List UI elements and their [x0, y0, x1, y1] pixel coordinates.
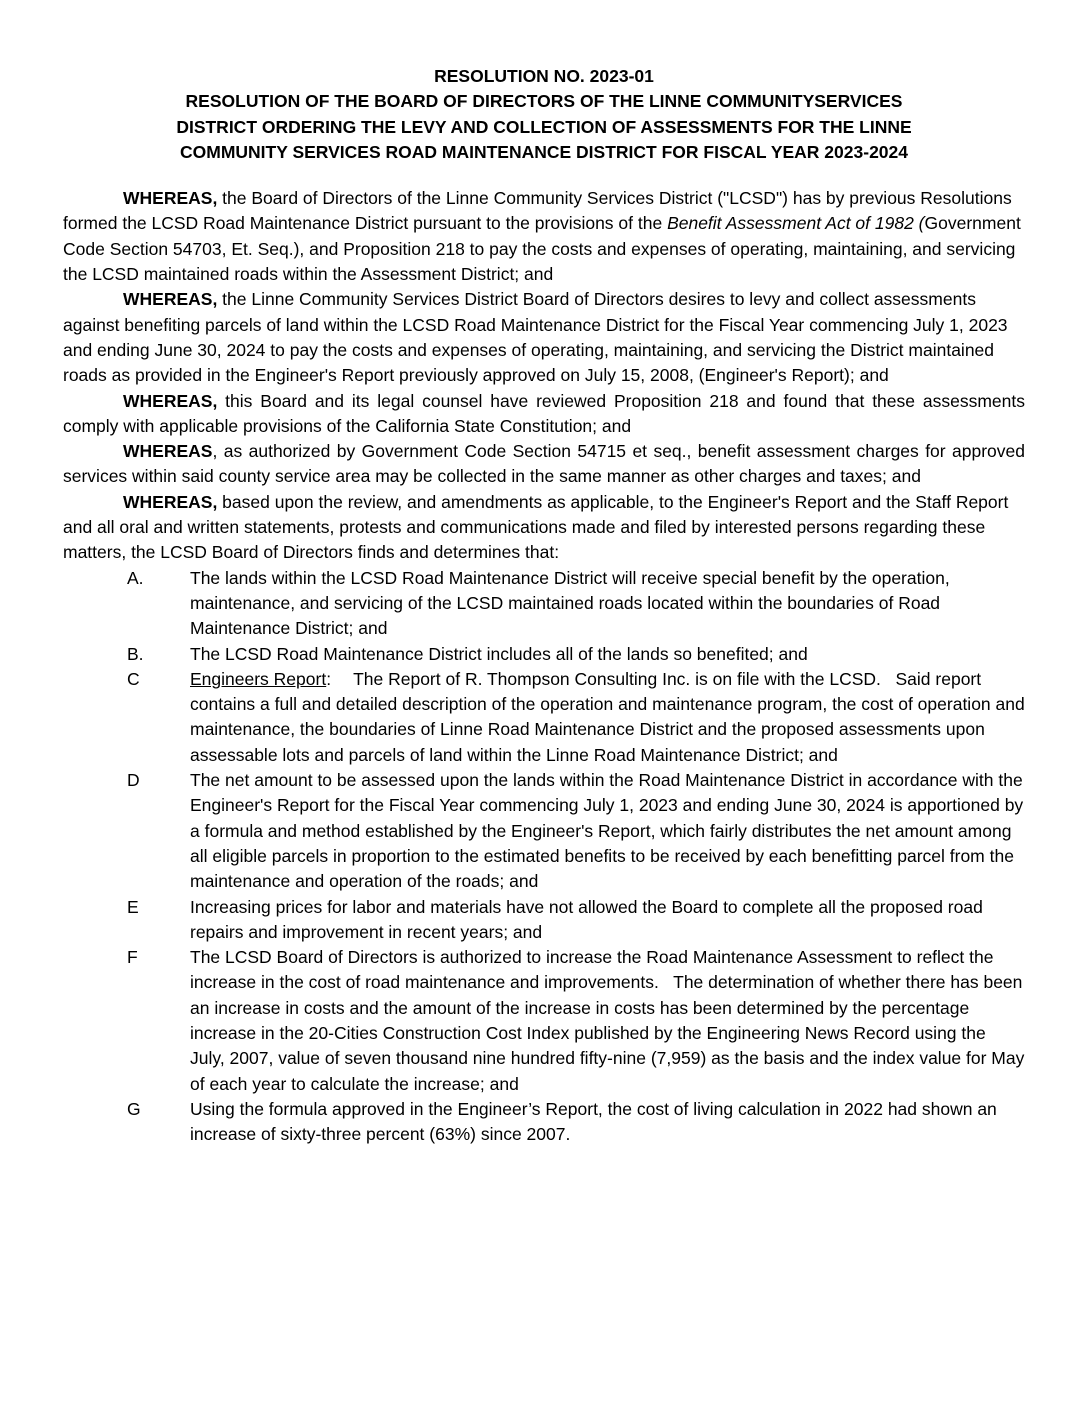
finding-item-d	[63, 768, 1029, 894]
item-label: C	[127, 668, 140, 689]
italic-act-citation: Benefit Assessment Act of 1982 (	[667, 213, 925, 234]
finding-item-f	[63, 945, 1030, 1097]
finding-item-g	[63, 1097, 1025, 1148]
whereas-lead: WHEREAS,	[123, 289, 218, 310]
paragraph-whereas-3	[63, 389, 1025, 440]
paragraph-text: based upon the review, and amendments as applicable, to the Engineer's Report and the Staff Report and all oral and written statements, protests and communications made and filed by interested persons regarding these matters, the LCSD Board of Directors finds and determines that:	[63, 491, 1009, 563]
findings-list	[63, 566, 1030, 1148]
heading-separator: :	[326, 668, 332, 689]
item-text: The Report of R. Thompson Consulting Inc. is on file with the LCSD. Said report contains a full and detailed description of the operation and maintenance program, the cost of operation and maintenance, the boundaries of Linne Road Maintenance District and the proposed assessments upon assessable lots and parcels of land within the Linne Road Maintenance District; and	[190, 668, 1030, 765]
item-text: Using the formula approved in the Engineer’s Report, the cost of living calculation in 2022 had shown an increase of sixty-three percent (63%) since 2007.	[190, 1098, 1002, 1145]
paragraph-whereas-2	[63, 287, 1025, 388]
paragraph-text: this Board and its legal counsel have reviewed Proposition 218 and found that these assessments comply with applicable provisions of the California State Constitution; and	[63, 390, 1025, 436]
finding-item-c	[63, 667, 1030, 768]
item-label: E	[127, 896, 139, 917]
paragraph-text: the Board of Directors of the Linne Community Services District ("LCSD") has by previous Resolutions formed the LCSD Road Maintenance District pursuant to the provisions of the	[63, 188, 1012, 234]
item-text: The LCSD Road Maintenance District includes all of the lands so benefited; and	[190, 643, 808, 664]
paragraph-text: the Linne Community Services District Board of Directors desires to levy and collect assessments against benefiting parcels of land within the LCSD Road Maintenance District for the Fiscal Year commencing July 1, 2023 and ending June 30, 2024 to pay the costs and expenses of operating, maintaining, and servicing the District maintained roads as provided in the Engineer's Report previously approved on July 15, 2008, (Engineer's Report); and	[63, 289, 1008, 386]
item-text: The LCSD Board of Directors is authorized to increase the Road Maintenance Assessment to reflect the increase in the cost of road maintenance and improvements. The determination of whether there has been an increase in costs and the amount of the increase in costs has been determined by the percentage increase in the 20-Cities Construction Cost Index published by the Engineering News Record using the July, 2007, value of seven thousand nine hundred fifty-nine (7,959) as the basis and the index value for May of each year to calculate the increase; and	[190, 947, 1030, 1094]
item-text: The net amount to be assessed upon the lands within the Road Maintenance District in accordance with the Engineer's Report for the Fiscal Year commencing July 1, 2023 and ending June 30, 2024 is apportioned by a formula and method established by the Engineer's Report, which fairly distributes the net amount among all eligible parcels in proportion to the estimated benefits to be received by each benefitting parcel from the maintenance and operation of the roads; and	[190, 770, 1029, 892]
item-label: B.	[127, 643, 144, 664]
item-label: F	[127, 947, 138, 968]
whereas-lead: WHEREAS	[123, 441, 213, 462]
paragraph-text: Government Code Section 54703, Et. Seq.), and Proposition 218 to pay the costs and expenses of operating, maintaining, and servicing the LCSD maintained roads within the Assessment District; and	[63, 213, 1021, 285]
item-label: D	[127, 770, 140, 791]
paragraph-whereas-4	[63, 439, 1025, 490]
item-label: A.	[127, 567, 144, 588]
title-line: DISTRICT ORDERING THE LEVY AND COLLECTION OF ASSESSMENTS FOR THE LINNE	[176, 116, 912, 137]
item-label: G	[127, 1098, 141, 1119]
item-text: The lands within the LCSD Road Maintenance District will receive special benefit by the operation, maintenance, and servicing of the LCSD maintained roads located within the boundaries of Road Maintenance District; and	[190, 567, 955, 639]
finding-item-b	[63, 642, 1025, 667]
finding-item-e	[63, 895, 1025, 946]
document-body	[63, 186, 1030, 1147]
paragraph-whereas-1	[63, 186, 1025, 287]
whereas-lead: WHEREAS,	[123, 188, 218, 209]
whereas-lead: WHEREAS,	[123, 390, 218, 411]
engineers-report-heading: Engineers Report	[190, 668, 327, 689]
title-line: COMMUNITY SERVICES ROAD MAINTENANCE DISTRICT FOR FISCAL YEAR 2023-2024	[180, 141, 908, 162]
title-line: RESOLUTION OF THE BOARD OF DIRECTORS OF THE LINNE COMMUNITYSERVICES	[185, 91, 903, 112]
title-resolution-number: RESOLUTION NO. 2023-01	[434, 66, 654, 86]
finding-item-a	[63, 566, 1025, 642]
paragraph-whereas-5	[63, 490, 1025, 566]
document-title	[63, 64, 1025, 165]
whereas-lead: WHEREAS,	[123, 491, 218, 512]
item-text: Increasing prices for labor and materials have not allowed the Board to complete all the proposed road repairs and improvement in recent years; and	[190, 896, 988, 942]
paragraph-text: , as authorized by Government Code Section 54715 et seq., benefit assessment charges for approved services within said county service area may be collected in the same manner as other charges and taxes; and	[63, 441, 1025, 487]
